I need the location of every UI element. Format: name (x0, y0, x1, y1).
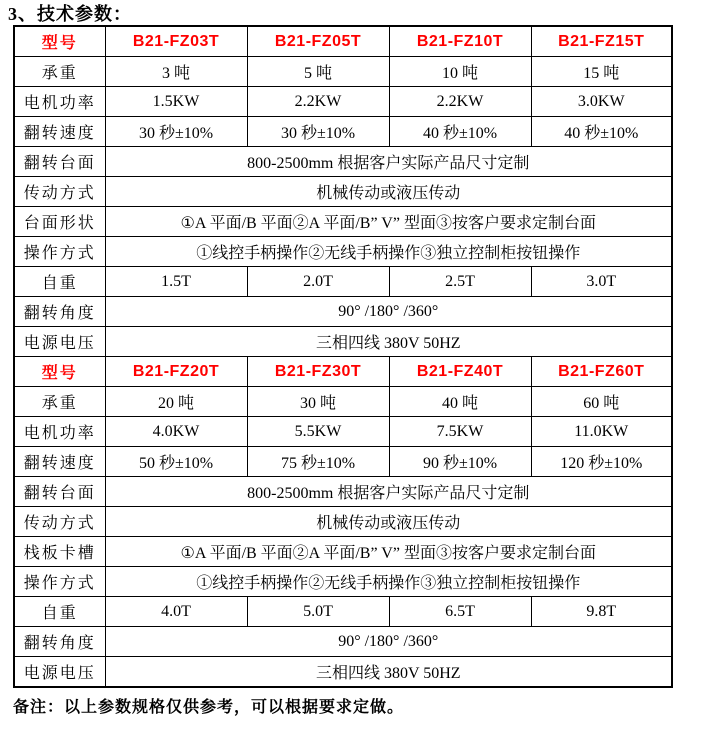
row-label: 操作方式 (14, 237, 105, 267)
span-value-cell: ①线控手柄操作②无线手柄操作③独立控制柜按钮操作 (105, 567, 672, 597)
model-header-row (14, 357, 672, 387)
model-name-cell: B21-FZ40T (389, 357, 531, 387)
spec-row (14, 597, 672, 627)
spec-table (13, 25, 673, 688)
page-title: 3、技术参数： (8, 4, 132, 24)
value-cell: 75 秒±10% (247, 447, 389, 477)
value-cell: 60 吨 (531, 387, 672, 417)
spec-row (14, 387, 672, 417)
model-name-cell: B21-FZ30T (247, 357, 389, 387)
value-cell: 30 秒±10% (247, 117, 389, 147)
spec-row (14, 207, 672, 237)
spec-row (14, 297, 672, 327)
value-cell: 30 吨 (247, 387, 389, 417)
value-cell: 2.2KW (389, 87, 531, 117)
spec-row (14, 447, 672, 477)
value-cell: 50 秒±10% (105, 447, 247, 477)
spec-row (14, 417, 672, 447)
value-cell: 1.5T (105, 267, 247, 297)
spec-row (14, 477, 672, 507)
row-label: 承重 (14, 57, 105, 87)
row-label-model: 型号 (14, 357, 105, 387)
row-label-model: 型号 (14, 26, 105, 57)
row-label: 翻转速度 (14, 447, 105, 477)
value-cell: 3 吨 (105, 57, 247, 87)
value-cell: 90 秒±10% (389, 447, 531, 477)
spec-row (14, 87, 672, 117)
value-cell: 5.0T (247, 597, 389, 627)
value-cell: 20 吨 (105, 387, 247, 417)
value-cell: 2.5T (389, 267, 531, 297)
remark-note: 备注：以上参数规格仅供参考，可以根据要求定做。 (13, 699, 405, 716)
value-cell: 5.5KW (247, 417, 389, 447)
row-label: 翻转台面 (14, 477, 105, 507)
value-cell: 3.0KW (531, 87, 672, 117)
spec-row (14, 327, 672, 357)
row-label: 翻转角度 (14, 297, 105, 327)
spec-row (14, 177, 672, 207)
spec-row (14, 237, 672, 267)
row-label: 电源电压 (14, 327, 105, 357)
row-label: 翻转台面 (14, 147, 105, 177)
row-label: 承重 (14, 387, 105, 417)
model-name-cell: B21-FZ20T (105, 357, 247, 387)
model-name-cell: B21-FZ05T (247, 26, 389, 57)
span-value-cell: 三相四线 380V 50HZ (105, 657, 672, 688)
spec-row (14, 267, 672, 297)
value-cell: 40 秒±10% (531, 117, 672, 147)
value-cell: 15 吨 (531, 57, 672, 87)
value-cell: 2.2KW (247, 87, 389, 117)
span-value-cell: 机械传动或液压传动 (105, 177, 672, 207)
span-value-cell: ①A 平面/B 平面②A 平面/B” V” 型面③按客户要求定制台面 (105, 207, 672, 237)
span-value-cell: 90° /180° /360° (105, 297, 672, 327)
value-cell: 5 吨 (247, 57, 389, 87)
row-label: 台面形状 (14, 207, 105, 237)
value-cell: 9.8T (531, 597, 672, 627)
row-label: 传动方式 (14, 177, 105, 207)
row-label: 操作方式 (14, 567, 105, 597)
model-name-cell: B21-FZ15T (531, 26, 672, 57)
row-label: 翻转角度 (14, 627, 105, 657)
span-value-cell: ①A 平面/B 平面②A 平面/B” V” 型面③按客户要求定制台面 (105, 537, 672, 567)
span-value-cell: 机械传动或液压传动 (105, 507, 672, 537)
span-value-cell: 三相四线 380V 50HZ (105, 327, 672, 357)
value-cell: 4.0KW (105, 417, 247, 447)
value-cell: 120 秒±10% (531, 447, 672, 477)
model-name-cell: B21-FZ60T (531, 357, 672, 387)
row-label: 栈板卡槽 (14, 537, 105, 567)
spec-row (14, 537, 672, 567)
value-cell: 6.5T (389, 597, 531, 627)
value-cell: 30 秒±10% (105, 117, 247, 147)
model-name-cell: B21-FZ10T (389, 26, 531, 57)
span-value-cell: 800-2500mm 根据客户实际产品尺寸定制 (105, 147, 672, 177)
row-label: 自重 (14, 597, 105, 627)
spec-row (14, 147, 672, 177)
spec-row (14, 627, 672, 657)
value-cell: 1.5KW (105, 87, 247, 117)
row-label: 电源电压 (14, 657, 105, 688)
value-cell: 40 吨 (389, 387, 531, 417)
row-label: 电机功率 (14, 417, 105, 447)
spec-row (14, 507, 672, 537)
span-value-cell: 90° /180° /360° (105, 627, 672, 657)
value-cell: 7.5KW (389, 417, 531, 447)
spec-row (14, 657, 672, 688)
value-cell: 4.0T (105, 597, 247, 627)
row-label: 传动方式 (14, 507, 105, 537)
span-value-cell: ①线控手柄操作②无线手柄操作③独立控制柜按钮操作 (105, 237, 672, 267)
model-name-cell: B21-FZ03T (105, 26, 247, 57)
spec-row (14, 567, 672, 597)
row-label: 电机功率 (14, 87, 105, 117)
spec-row (14, 57, 672, 87)
row-label: 自重 (14, 267, 105, 297)
value-cell: 11.0KW (531, 417, 672, 447)
value-cell: 10 吨 (389, 57, 531, 87)
value-cell: 40 秒±10% (389, 117, 531, 147)
spec-row (14, 117, 672, 147)
span-value-cell: 800-2500mm 根据客户实际产品尺寸定制 (105, 477, 672, 507)
model-header-row (14, 26, 672, 57)
value-cell: 3.0T (531, 267, 672, 297)
value-cell: 2.0T (247, 267, 389, 297)
row-label: 翻转速度 (14, 117, 105, 147)
